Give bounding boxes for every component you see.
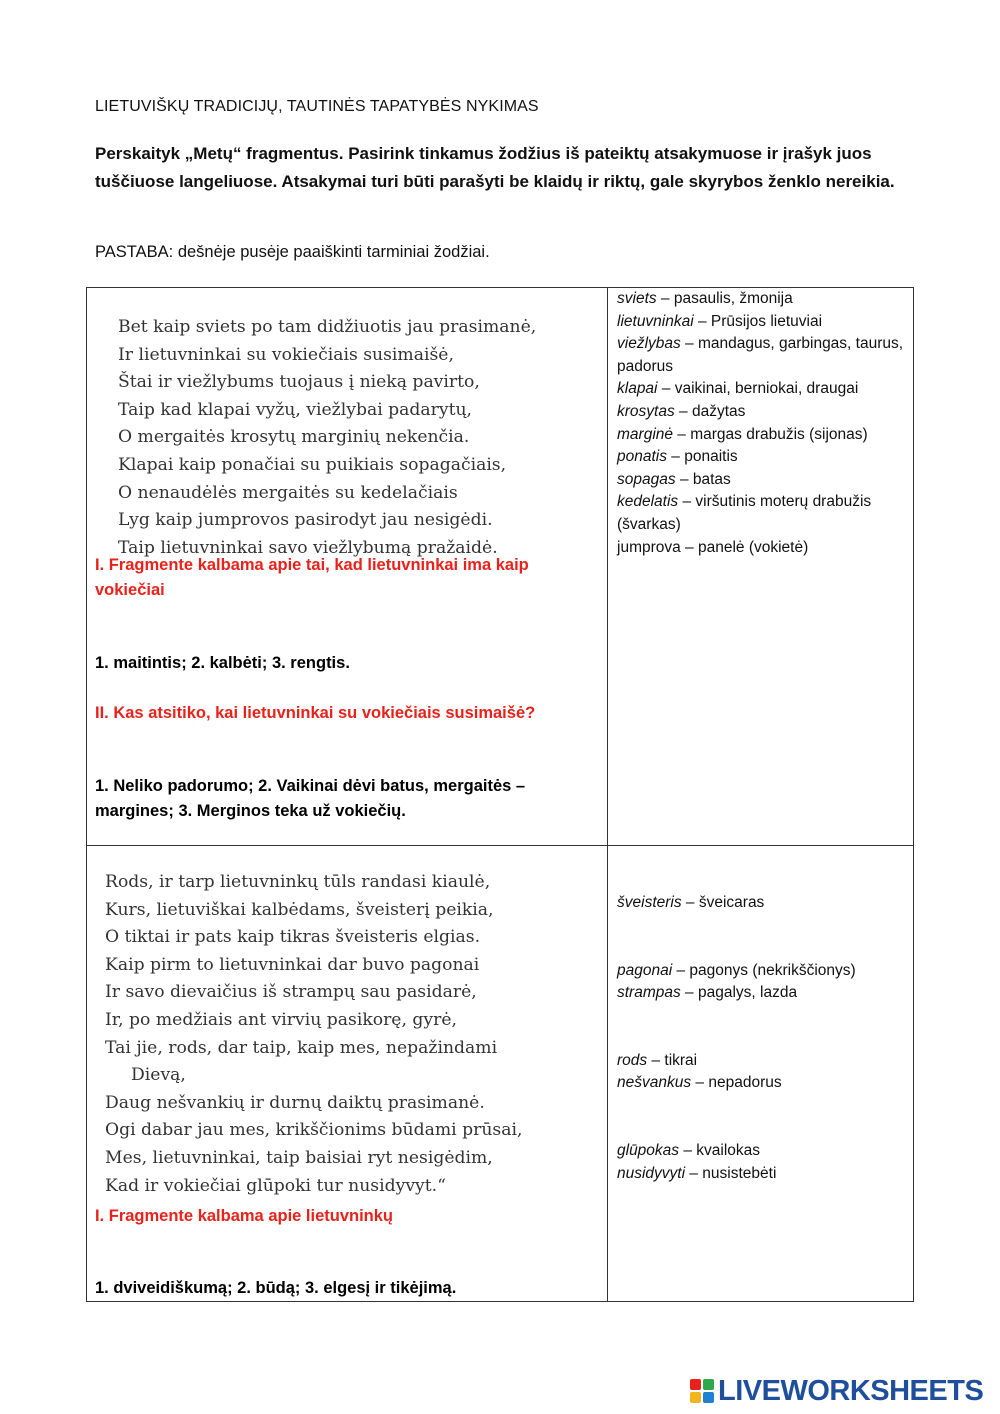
glossary-item: kedelatis – viršutinis moterų drabužis (švarkas) (617, 493, 872, 533)
poem-line: Kad ir vokiečiai glūpoki tur nusidyvyt.“ (105, 1175, 446, 1196)
page-title: LIETUVIŠKŲ TRADICIJŲ, TAUTINĖS TAPATYBĖS NYKIMAS (95, 98, 539, 115)
poem-line: Mes, lietuvninkai, taip baisiai ryt nesigėdim, (105, 1147, 493, 1168)
worksheet-table (86, 287, 914, 1302)
glossary-item: nusidyvyti – nusistebėti (617, 1164, 777, 1182)
poem-line: O mergaitės krosytų marginių nekenčia. (118, 427, 470, 448)
glossary-item: šveisteris – šveicaras (617, 894, 765, 911)
glossary-item: klapai – vaikinai, berniokai, draugai (617, 380, 859, 398)
poem-line: Ir, po medžiais ant virvių pasikorę, gyrė, (105, 1009, 457, 1030)
poem-line: O tiktai ir pats kaip tikras šveisteris elgias. (105, 927, 481, 948)
glossary-item: ponatis – ponaitis (617, 448, 738, 466)
glossary-item: viežlybas – mandagus, garbingas, taurus, padorus (617, 335, 904, 375)
instructions: Perskaityk „Metų“ fragmentus. Pasirink tinkamus žodžius iš pateiktų atsakymuose ir įrašyk juos tuščiuose langeliuose. Atsakymai turi būti parašyti be klaidų ir riktų, gale skyrybos ženklo nereikia. (95, 144, 895, 191)
poem-line: Daug nešvankių ir durnų daiktų prasimanė. (105, 1092, 485, 1113)
liveworksheets-logo (690, 1374, 983, 1408)
glossary-2 (617, 892, 907, 1185)
glossary-item: glūpokas – kvailokas (617, 1141, 761, 1159)
poem-line: Ir savo dievaičius iš strampų sau pasidarė, (105, 982, 477, 1003)
glossary-item: jumprova – panelė (vokietė) (617, 538, 809, 556)
column-divider (607, 288, 608, 1301)
poem-line: Kurs, lietuviškai kalbėdams, šveisterį peikia, (105, 899, 494, 920)
question-1-2: II. Kas atsitiko, kai lietuvninkai su vokiečiais susimaišė? (95, 704, 536, 722)
glossary-item: lietuvninkai – Prūsijos lietuviai (617, 312, 823, 330)
answer-options-2-1: 1. dviveidiškumą; 2. būdą; 3. elgesį ir tikėjimą. (95, 1279, 457, 1297)
question-2-1: I. Fragmente kalbama apie lietuvninkų (95, 1207, 394, 1225)
poem-fragment-1 (118, 314, 536, 562)
poem-line: Bet kaip sviets po tam didžiuotis jau prasimanė, (118, 317, 537, 337)
answer-options-1-1: 1. maitintis; 2. kalbėti; 3. rengtis. (95, 654, 350, 672)
poem-line: Lyg kaip jumprovos pasirodyt jau nesigėdi. (118, 510, 493, 531)
glossary-1 (617, 288, 907, 559)
poem-fragment-2 (105, 869, 522, 1200)
poem-line: O nenaudėlės mergaitės su kedelačiais (118, 482, 458, 503)
liveworksheets-logo-text: LIVEWORKSHEETS (718, 1374, 984, 1407)
glossary-item: sviets – pasaulis, žmonija (617, 290, 793, 307)
glossary-item: marginė – margas drabužis (sijonas) (617, 425, 868, 443)
poem-line: Kaip pirm to lietuvninkai dar buvo pagonai (105, 954, 480, 975)
glossary-item: strampas – pagalys, lazda (617, 984, 798, 1002)
glossary-item: rods – tikrai (617, 1051, 698, 1069)
poem-line: Štai ir viežlybums tuojaus į nieką pavirto, (118, 372, 480, 393)
liveworksheets-logo-icon (690, 1379, 714, 1403)
poem-line: Taip lietuvninkai savo viežlybumą pražaidė. (118, 537, 498, 558)
answer-options-1-2: 1. Neliko padorumo; 2. Vaikinai dėvi batus, mergaitės – margines; 3. Merginos teka už vokiečių. (95, 777, 526, 820)
poem-line: Taip kad klapai vyžų, viežlybai padarytų, (118, 399, 473, 420)
poem-line: Tai jie, rods, dar taip, kaip mes, nepažindami (105, 1037, 498, 1058)
glossary-item: pagonai – pagonys (nekrikščionys) (617, 961, 856, 979)
glossary-item: nešvankus – nepadorus (617, 1074, 782, 1092)
poem-line: Ogi dabar jau mes, krikščionims būdami prūsai, (105, 1120, 523, 1141)
poem-line: Rods, ir tarp lietuvninkų tūls randasi kiaulė, (105, 872, 491, 892)
glossary-item: krosytas – dažytas (617, 402, 746, 420)
glossary-item: sopagas – batas (617, 470, 731, 488)
poem-line: Klapai kaip ponačiai su puikiais sopagačiais, (118, 454, 507, 475)
row-divider (87, 845, 913, 846)
note: PASTABA: dešnėje pusėje paaiškinti tarminiai žodžiai. (95, 243, 490, 261)
poem-line: Ir lietuvninkai su vokiečiais susimaišė, (118, 344, 454, 365)
question-1-1: I. Fragmente kalbama apie tai, kad lietuvninkai ima kaip vokiečiai (95, 556, 529, 599)
poem-line: Dievą, (131, 1065, 186, 1086)
